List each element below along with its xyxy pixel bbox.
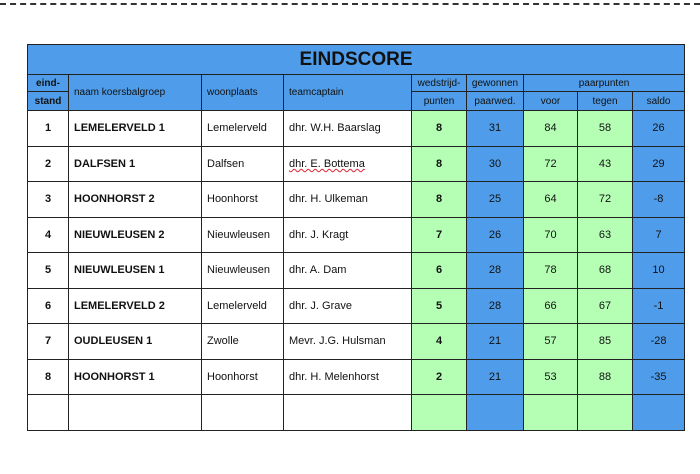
- header-wp-bottom: punten: [412, 92, 467, 111]
- table-row: [28, 111, 685, 147]
- cell-saldo: -35: [633, 359, 685, 395]
- empty-cell: [69, 395, 202, 431]
- cell-naam: LEMELERVELD 2: [69, 288, 202, 324]
- header-captain: teamcaptain: [284, 75, 412, 111]
- header-gew-top: gewonnen: [467, 75, 524, 92]
- cell-tegen: 88: [578, 359, 633, 395]
- cell-tegen: 63: [578, 217, 633, 253]
- cell-stand: 5: [28, 253, 69, 289]
- empty-cell: [284, 395, 412, 431]
- header-voor: voor: [524, 92, 578, 111]
- cell-captain: [284, 146, 412, 182]
- cell-woonplaats: Nieuwleusen: [202, 253, 284, 289]
- empty-cell: [578, 395, 633, 431]
- cell-tegen: 72: [578, 182, 633, 218]
- cell-gewonnen: 21: [467, 359, 524, 395]
- cell-stand: 2: [28, 146, 69, 182]
- header-eind-top: eind-: [28, 75, 69, 92]
- cell-saldo: -8: [633, 182, 685, 218]
- cell-woonplaats: Lemelerveld: [202, 288, 284, 324]
- dashed-separator: [0, 3, 700, 5]
- cell-stand: 3: [28, 182, 69, 218]
- cell-stand: 7: [28, 324, 69, 360]
- cell-captain: dhr. H. Ulkeman: [284, 182, 412, 218]
- cell-punten: 4: [412, 324, 467, 360]
- cell-saldo: 29: [633, 146, 685, 182]
- header-paarpunten: paarpunten: [524, 75, 685, 92]
- cell-stand: 8: [28, 359, 69, 395]
- cell-naam: NIEUWLEUSEN 1: [69, 253, 202, 289]
- table-row: [28, 359, 685, 395]
- header-woonplaats: woonplaats: [202, 75, 284, 111]
- header-wp-top: wedstrijd-: [412, 75, 467, 92]
- empty-cell: [28, 395, 69, 431]
- cell-naam: HOONHORST 1: [69, 359, 202, 395]
- cell-naam: NIEUWLEUSEN 2: [69, 217, 202, 253]
- table-row: [28, 253, 685, 289]
- cell-woonplaats: Zwolle: [202, 324, 284, 360]
- cell-voor: 78: [524, 253, 578, 289]
- cell-gewonnen: 30: [467, 146, 524, 182]
- cell-saldo: 26: [633, 111, 685, 147]
- cell-punten: 5: [412, 288, 467, 324]
- cell-voor: 64: [524, 182, 578, 218]
- cell-punten: 8: [412, 146, 467, 182]
- table-row: [28, 182, 685, 218]
- cell-gewonnen: 28: [467, 288, 524, 324]
- cell-captain: dhr. H. Melenhorst: [284, 359, 412, 395]
- cell-punten: 8: [412, 182, 467, 218]
- cell-captain: dhr. J. Kragt: [284, 217, 412, 253]
- table-row: [28, 288, 685, 324]
- cell-voor: 57: [524, 324, 578, 360]
- cell-stand: 4: [28, 217, 69, 253]
- cell-tegen: 43: [578, 146, 633, 182]
- cell-woonplaats: Hoonhorst: [202, 182, 284, 218]
- empty-cell: [412, 395, 467, 431]
- table-row: [28, 146, 685, 182]
- cell-saldo: 7: [633, 217, 685, 253]
- cell-tegen: 68: [578, 253, 633, 289]
- cell-punten: 8: [412, 111, 467, 147]
- header-eind-bottom: stand: [28, 92, 69, 111]
- cell-punten: 7: [412, 217, 467, 253]
- cell-naam: HOONHORST 2: [69, 182, 202, 218]
- cell-naam: DALFSEN 1: [69, 146, 202, 182]
- empty-cell: [467, 395, 524, 431]
- cell-voor: 70: [524, 217, 578, 253]
- cell-gewonnen: 31: [467, 111, 524, 147]
- cell-tegen: 58: [578, 111, 633, 147]
- header-tegen: tegen: [578, 92, 633, 111]
- cell-woonplaats: Hoonhorst: [202, 359, 284, 395]
- cell-saldo: 10: [633, 253, 685, 289]
- cell-voor: 53: [524, 359, 578, 395]
- cell-woonplaats: Dalfsen: [202, 146, 284, 182]
- cell-stand: 6: [28, 288, 69, 324]
- empty-cell: [633, 395, 685, 431]
- cell-tegen: 67: [578, 288, 633, 324]
- table-title: EINDSCORE: [28, 45, 685, 75]
- table-row: [28, 217, 685, 253]
- cell-gewonnen: 25: [467, 182, 524, 218]
- empty-cell: [524, 395, 578, 431]
- empty-row: [28, 395, 685, 431]
- cell-gewonnen: 26: [467, 217, 524, 253]
- cell-saldo: -1: [633, 288, 685, 324]
- score-table: [27, 44, 685, 431]
- empty-cell: [202, 395, 284, 431]
- cell-voor: 72: [524, 146, 578, 182]
- captain-text: dhr. E. Bottema: [289, 157, 365, 170]
- cell-stand: 1: [28, 111, 69, 147]
- header-saldo: saldo: [633, 92, 685, 111]
- cell-gewonnen: 28: [467, 253, 524, 289]
- cell-captain: dhr. A. Dam: [284, 253, 412, 289]
- cell-captain: dhr. J. Grave: [284, 288, 412, 324]
- cell-woonplaats: Lemelerveld: [202, 111, 284, 147]
- cell-captain: Mevr. J.G. Hulsman: [284, 324, 412, 360]
- cell-naam: LEMELERVELD 1: [69, 111, 202, 147]
- cell-voor: 84: [524, 111, 578, 147]
- header-gew-bottom: paarwed.: [467, 92, 524, 111]
- cell-gewonnen: 21: [467, 324, 524, 360]
- cell-woonplaats: Nieuwleusen: [202, 217, 284, 253]
- cell-saldo: -28: [633, 324, 685, 360]
- cell-naam: OUDLEUSEN 1: [69, 324, 202, 360]
- cell-tegen: 85: [578, 324, 633, 360]
- table-row: [28, 324, 685, 360]
- cell-punten: 2: [412, 359, 467, 395]
- cell-voor: 66: [524, 288, 578, 324]
- header-naam: naam koersbalgroep: [69, 75, 202, 111]
- cell-captain: dhr. W.H. Baarslag: [284, 111, 412, 147]
- cell-punten: 6: [412, 253, 467, 289]
